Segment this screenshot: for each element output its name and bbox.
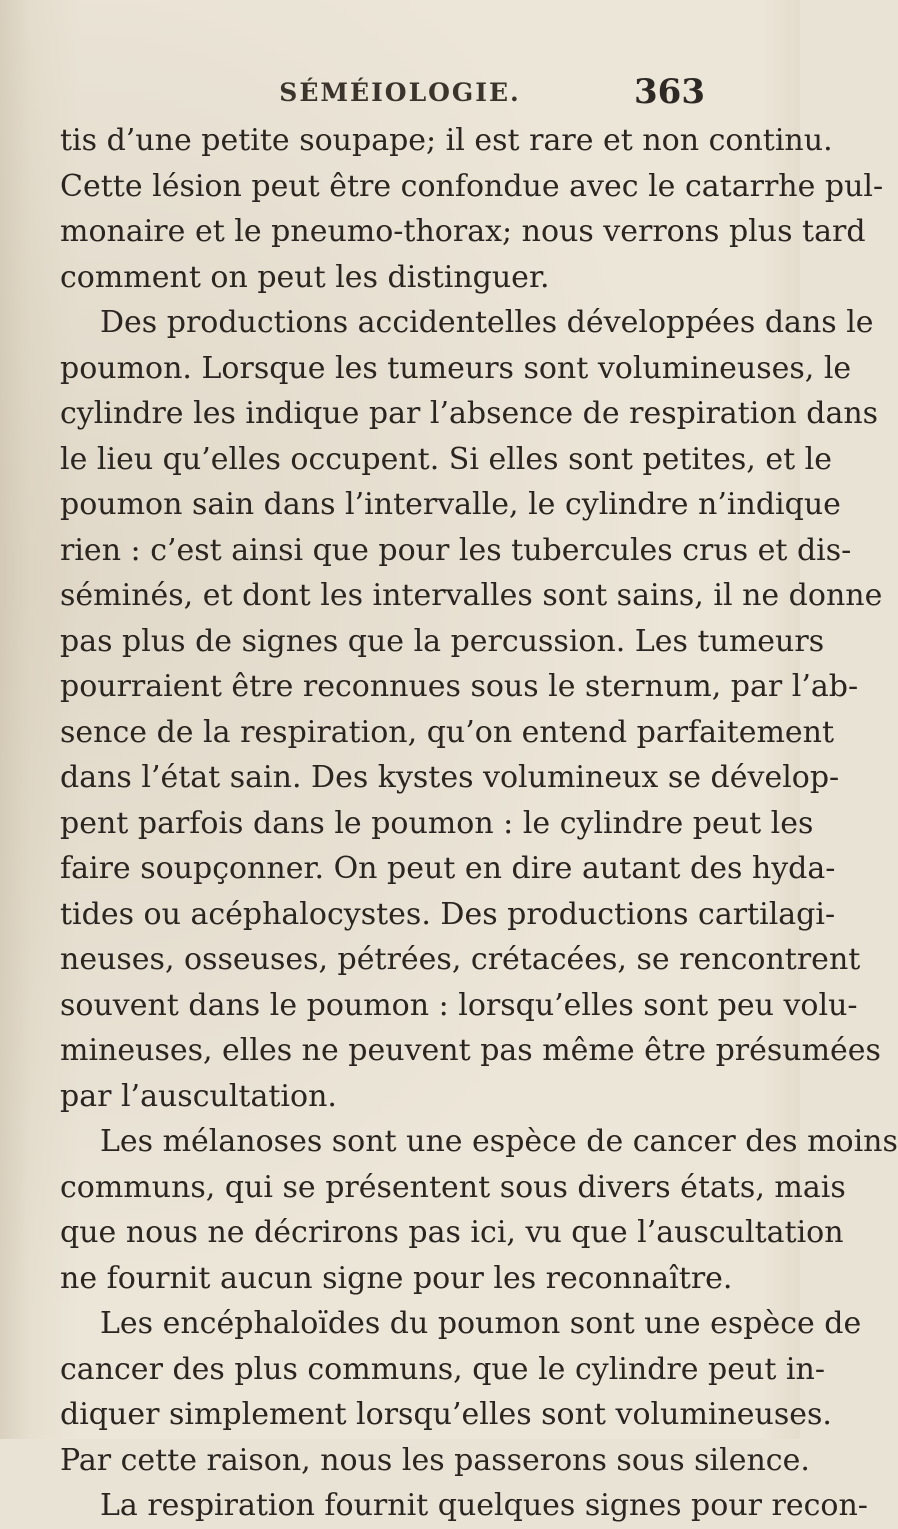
text-line: monaire et le pneumo-thorax; nous verrons plus tard — [60, 214, 866, 249]
text-line: comment on peut les distinguer. — [60, 259, 550, 295]
text-line: tis d’une petite soupape; il est rare et non continu. — [60, 123, 833, 158]
page-header — [0, 72, 800, 118]
body-text — [60, 118, 898, 1529]
text-line: cancer des plus communs, que le cylindre peut in- — [60, 1351, 825, 1387]
text-line: que nous ne décrirons pas ici, vu que l’auscultation — [60, 1215, 844, 1250]
text-line: par l’auscultation. — [60, 1078, 337, 1114]
running-head: SÉMÉIOLOGIE. — [279, 78, 521, 107]
text-line: Cette lésion peut être confondue avec le catarrhe pul- — [60, 168, 884, 204]
text-line: tides ou acéphalocystes. Des productions cartilagi- — [60, 896, 836, 932]
text-line: pent parfois dans le poumon : le cylindre peut les — [60, 805, 814, 841]
text-line: le lieu qu’elles occupent. Si elles sont petites, et le — [60, 441, 833, 477]
text-line: neuses, osseuses, pétrées, crétacées, se rencontrent — [60, 942, 861, 977]
text-line: Les encéphaloïdes du poumon sont une espèce de — [100, 1306, 862, 1341]
page-number: 363 — [634, 72, 705, 112]
text-line: Par cette raison, nous les passerons sous silence. — [60, 1442, 810, 1478]
text-line: Les mélanoses sont une espèce de cancer des moins — [100, 1124, 898, 1159]
text-line: rien : c’est ainsi que pour les tubercules crus et dis- — [60, 532, 852, 568]
text-line: dans l’état sain. Des kystes volumineux se dévelop- — [60, 760, 840, 795]
text-line: pourraient être reconnues sous le sternum, par l’ab- — [60, 669, 859, 704]
text-line: poumon sain dans l’intervalle, le cylindre n’indique — [60, 487, 841, 522]
text-line: poumon. Lorsque les tumeurs sont volumineuses, le — [60, 350, 852, 386]
text-line: La respiration fournit quelques signes pour recon- — [100, 1488, 868, 1523]
text-line: cylindre les indique par l’absence de respiration dans — [60, 396, 879, 431]
text-line: souvent dans le poumon : lorsqu’elles sont peu volu- — [60, 987, 858, 1023]
text-line: Des productions accidentelles développées dans le — [100, 305, 874, 340]
text-line: diquer simplement lorsqu’elles sont volumineuses. — [60, 1397, 832, 1432]
text-line: pas plus de signes que la percussion. Les tumeurs — [60, 623, 825, 659]
text-line: mineuses, elles ne peuvent pas même être présumées — [60, 1033, 881, 1068]
text-line: sence de la respiration, qu’on entend parfaitement — [60, 714, 835, 750]
text-line: faire soupçonner. On peut en dire autant des hyda- — [60, 851, 836, 886]
text-line: communs, qui se présentent sous divers états, mais — [60, 1169, 846, 1205]
text-line: séminés, et dont les intervalles sont sains, il ne donne — [60, 578, 883, 613]
text-line: ne fournit aucun signe pour les reconnaître. — [60, 1260, 733, 1296]
